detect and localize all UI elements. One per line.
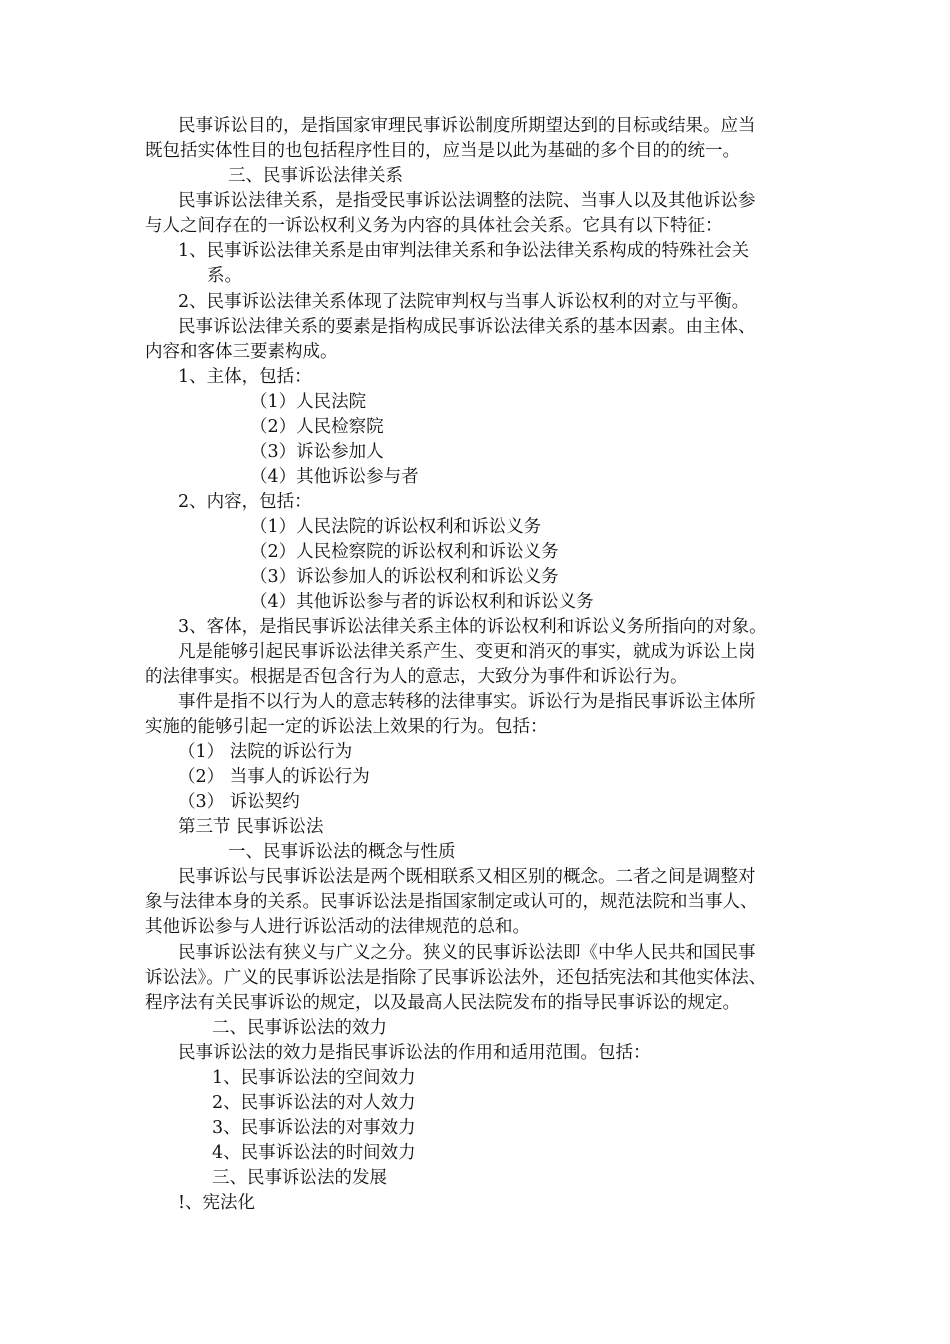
sub-list-item: （1）人民法院的诉讼权利和诉讼义务: [250, 517, 542, 537]
paragraph-line: 事件是指不以行为人的意志转移的法律事实。诉讼行为是指民事诉讼主体所: [178, 692, 756, 712]
paragraph-line: 民事诉讼目的，是指国家审理民事诉讼制度所期望达到的目标或结果。应当: [178, 116, 756, 136]
list-item: 2、内容，包括：: [178, 492, 312, 512]
paragraph-line: 诉讼法》。广义的民事诉讼法是指除了民事诉讼法外，还包括宪法和其他实体法、: [145, 968, 767, 988]
section-title: 第三节 民事诉讼法: [178, 817, 324, 837]
sub-list-item: （2）人民检察院的诉讼权利和诉讼义务: [250, 542, 559, 562]
section-heading: 一、民事诉讼法的概念与性质: [228, 842, 456, 862]
paragraph-line: 民事诉讼法有狭义与广义之分。狭义的民事诉讼法即《中华人民共和国民事: [178, 943, 756, 963]
section-heading: 三、民事诉讼法的发展: [212, 1168, 387, 1188]
list-item: 3、客体，是指民事诉讼法律关系主体的诉讼权利和诉讼义务所指向的对象。: [178, 617, 767, 637]
paragraph-line: 民事诉讼法律关系，是指受民事诉讼法调整的法院、当事人以及其他诉讼参: [178, 191, 756, 211]
section-heading: 二、民事诉讼法的效力: [212, 1018, 387, 1038]
list-item: （3） 诉讼契约: [178, 792, 300, 812]
list-item: 1、民事诉讼法律关系是由审判法律关系和争讼法律关系构成的特殊社会关: [178, 241, 750, 261]
sub-list-item: （2）人民检察院: [250, 417, 384, 437]
paragraph-line: 民事诉讼法律关系的要素是指构成民事诉讼法律关系的基本因素。由主体、: [178, 317, 756, 337]
paragraph-line: 的法律事实。根据是否包含行为人的意志，大致分为事件和诉讼行为。: [145, 667, 688, 687]
list-item: 2、民事诉讼法的对人效力: [212, 1093, 416, 1113]
paragraph-line: 象与法律本身的关系。民事诉讼法是指国家制定或认可的，规范法院和当事人、: [145, 892, 758, 912]
list-item: （1） 法院的诉讼行为: [178, 742, 353, 762]
list-item: 2、民事诉讼法律关系体现了法院审判权与当事人诉讼权利的对立与平衡。: [178, 292, 750, 312]
paragraph-line: 民事诉讼法的效力是指民事诉讼法的作用和适用范围。包括：: [178, 1043, 651, 1063]
sub-list-item: （3）诉讼参加人: [250, 442, 384, 462]
paragraph-line: 与人之间存在的一诉讼权利义务为内容的具体社会关系。它具有以下特征：: [145, 216, 723, 236]
sub-list-item: （4）其他诉讼参与者的诉讼权利和诉讼义务: [250, 592, 594, 612]
paragraph-line: 民事诉讼与民事诉讼法是两个既相联系又相区别的概念。二者之间是调整对: [178, 867, 756, 887]
paragraph-line: 其他诉讼参与人进行诉讼活动的法律规范的总和。: [145, 917, 530, 937]
list-item: 1、主体，包括：: [178, 367, 312, 387]
paragraph-line: 凡是能够引起民事诉讼法律关系产生、变更和消灭的事实，就成为诉讼上岗: [178, 642, 756, 662]
section-heading: 三、民事诉讼法律关系: [228, 166, 403, 186]
list-item: !、宪法化: [178, 1193, 256, 1213]
paragraph-line: 程序法有关民事诉讼的规定，以及最高人民法院发布的指导民事诉讼的规定。: [145, 993, 740, 1013]
list-item: （2） 当事人的诉讼行为: [178, 767, 370, 787]
sub-list-item: （4）其他诉讼参与者: [250, 467, 419, 487]
list-item: 1、民事诉讼法的空间效力: [212, 1068, 416, 1088]
list-item: 4、民事诉讼法的时间效力: [212, 1143, 416, 1163]
list-item-continuation: 系。: [207, 266, 242, 286]
list-item: 3、民事诉讼法的对事效力: [212, 1118, 416, 1138]
sub-list-item: （1）人民法院: [250, 392, 367, 412]
sub-list-item: （3）诉讼参加人的诉讼权利和诉讼义务: [250, 567, 559, 587]
paragraph-line: 内容和客体三要素构成。: [145, 342, 338, 362]
paragraph-line: 实施的能够引起一定的诉讼法上效果的行为。包括：: [145, 717, 548, 737]
paragraph-line: 既包括实体性目的也包括程序性目的，应当是以此为基础的多个目的的统一。: [145, 141, 740, 161]
